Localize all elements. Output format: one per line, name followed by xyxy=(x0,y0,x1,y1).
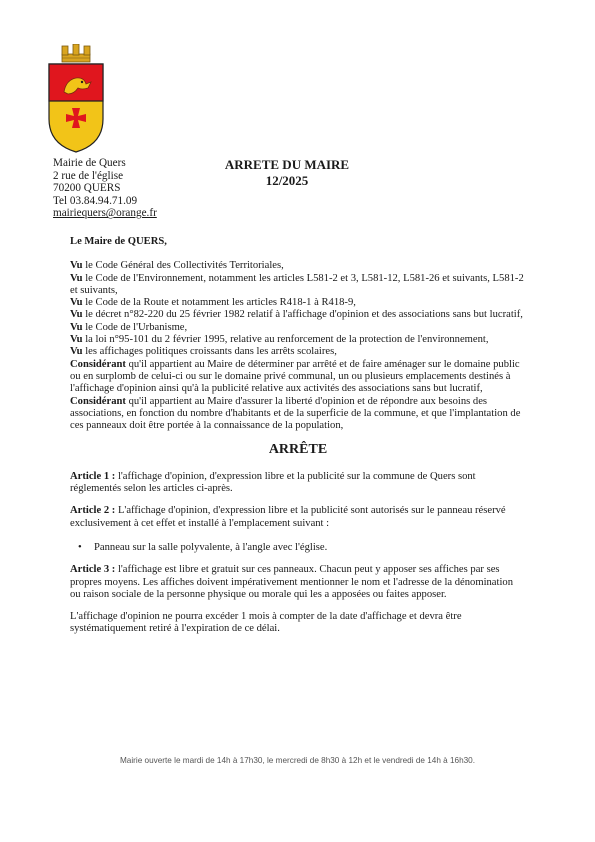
title-line-2: 12/2025 xyxy=(265,173,309,188)
recital xyxy=(70,273,526,298)
bullet-icon: • xyxy=(78,541,82,553)
article-1 xyxy=(70,471,526,496)
recital-lead: Vu xyxy=(70,272,83,284)
article-lead: Article 1 : xyxy=(70,470,116,482)
article-text: l'affichage est libre et gratuit sur ces panneaux. Chacun peut y apposer ses affiches par ses propres moyens. Les affiches doivent impérativement mentionner le nom et l'adresse de la dénomination ou raison sociale de la personne physique ou morale qui les a apposées ou faites apposer. xyxy=(70,564,513,600)
recital-lead: Vu xyxy=(70,346,83,358)
recital xyxy=(70,260,526,272)
intro-line: Le Maire de QUERS, xyxy=(70,236,167,247)
recital-text: le Code de l'Environnement, notamment les articles L581-2 et 3, L581-12, L581-26 et suivants, L581-2 et suivants, xyxy=(70,272,524,296)
document-title xyxy=(222,157,352,189)
recital xyxy=(70,396,526,433)
recital xyxy=(70,334,526,346)
recital-text: qu'il appartient au Maire d'assurer la liberté d'opinion et de répondre aux besoins des associations, en fonction du nombre d'habitants et de la superficie de la commune, et que l'implantation de ces panneaux doit être portée à la connaissance de la population, xyxy=(70,395,521,432)
recital-lead: Vu xyxy=(70,297,83,309)
article-2 xyxy=(70,505,526,530)
recital-lead: Vu xyxy=(70,309,83,321)
recital xyxy=(70,297,526,309)
sender-email[interactable]: mairiequers@orange.fr xyxy=(53,207,157,220)
article-lead: Article 2 : xyxy=(70,505,116,517)
sender-line: Tel 03.84.94.71.09 xyxy=(53,194,138,207)
recital-lead: Vu xyxy=(70,334,83,346)
title-line-1: ARRETE DU MAIRE xyxy=(224,157,350,172)
coat-of-arms-icon xyxy=(46,44,106,154)
document-body xyxy=(70,236,526,636)
footer-hours: Mairie ouverte le mardi de 14h à 17h30, le mercredi de 8h30 à 12h et le vendredi de 14h à 16h30. xyxy=(119,756,476,765)
recital xyxy=(70,359,526,396)
recital-text: qu'il appartient au Maire de déterminer par arrêté et de faire aménager sur le domaine public ou en surplomb de celui-ci ou sur le domaine privé communal, un ou plusieurs emplacements destinés à l'affichage d'opinion ainsi qu'à la publicité relative aux activités des associations sans but lucratif, xyxy=(70,358,520,395)
recital xyxy=(70,309,526,321)
article-text: l'affichage d'opinion, d'expression libre et la publicité sur la commune de Quers sont réglementés selon les articles ci-après. xyxy=(70,470,476,495)
recital-text: le Code Général des Collectivités Territoriales, xyxy=(82,260,284,272)
article-3 xyxy=(70,564,526,601)
sender-line: 2 rue de l'église xyxy=(53,169,124,182)
article-lead: Article 3 : xyxy=(70,564,116,576)
location-bullet xyxy=(70,542,526,554)
recital-lead: Considérant xyxy=(70,395,126,407)
recital-text: le Code de la Route et notamment les articles R418-1 à R418-9, xyxy=(82,297,356,309)
recital-text: les affichages politiques croissants dans les arrêts scolaires, xyxy=(82,346,337,358)
recital xyxy=(70,322,526,334)
recitals xyxy=(70,260,526,432)
recital-text: la loi n°95-101 du 2 février 1995, relative au renforcement de la protection de l'environnement, xyxy=(82,334,489,346)
sender-address xyxy=(53,157,157,220)
bullet-text: Panneau sur la salle polyvalente, à l'angle avec l'église. xyxy=(94,541,328,553)
sender-line: 70200 QUERS xyxy=(53,182,121,195)
closing-paragraph: L'affichage d'opinion ne pourra excéder 1 mois à compter de la date d'affichage et devra être systématiquement retiré à l'expiration de ce délai. xyxy=(70,611,462,635)
arrete-heading: ARRÊTE xyxy=(268,442,328,458)
recital-lead: Vu xyxy=(70,321,83,333)
article-text: L'affichage d'opinion, d'expression libre et la publicité sont autorisés sur le panneau réservé exclusivement à cet effet et installé à l'emplacement suivant : xyxy=(70,505,506,529)
recital xyxy=(70,346,526,358)
recital-text: le Code de l'Urbanisme, xyxy=(82,321,188,333)
sender-line: Mairie de Quers xyxy=(53,157,126,169)
recital-lead: Vu xyxy=(70,260,83,272)
recital-lead: Considérant xyxy=(70,358,126,370)
recital-text: le décret n°82-220 du 25 février 1982 relatif à l'affichage d'opinion et des associations sans but lucratif, xyxy=(82,309,523,321)
crown-icon xyxy=(62,44,90,62)
